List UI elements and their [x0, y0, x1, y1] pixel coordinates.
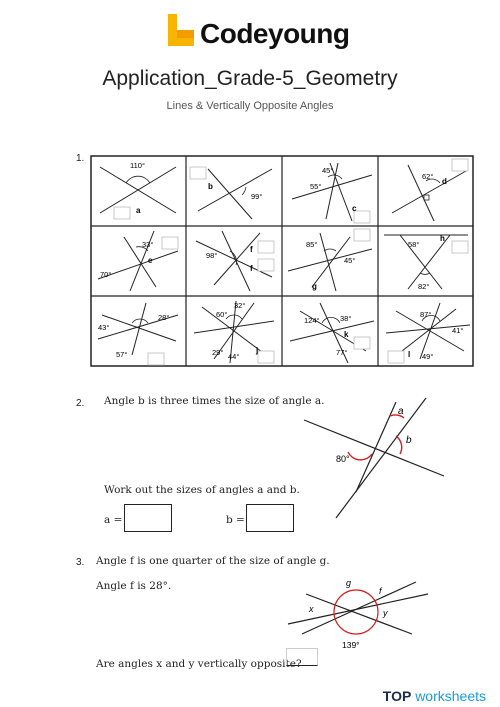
q1-number: 1. — [76, 153, 85, 164]
answer-box[interactable] — [148, 353, 164, 365]
answer-box[interactable] — [354, 229, 370, 241]
svg-text:e: e — [148, 256, 153, 265]
q1-cell-10 — [194, 301, 274, 363]
q1-cell-1 — [100, 161, 176, 219]
q3-given: Angle f is 28°. — [96, 580, 172, 592]
svg-text:b: b — [208, 182, 213, 191]
svg-text:98°: 98° — [206, 251, 218, 260]
q2-answer-b-input[interactable] — [246, 504, 294, 532]
q2-answer-a-label: a = — [104, 514, 123, 526]
svg-text:c: c — [352, 204, 357, 213]
page-subtitle: Lines & Vertically Opposite Angles — [166, 100, 334, 112]
svg-text:38°: 38° — [340, 314, 352, 323]
answer-box[interactable] — [354, 337, 370, 349]
svg-text:45°: 45° — [344, 256, 356, 265]
q1-cell-9 — [98, 303, 178, 365]
q1-cell-4 — [392, 159, 468, 221]
svg-text:49°: 49° — [422, 352, 434, 361]
q1-angle-grid — [90, 155, 474, 367]
svg-text:x: x — [309, 604, 314, 614]
svg-text:44°: 44° — [228, 352, 240, 361]
svg-text:55°: 55° — [310, 182, 322, 191]
svg-text:32°: 32° — [234, 301, 246, 310]
svg-text:a: a — [136, 206, 141, 215]
answer-box[interactable] — [452, 159, 468, 171]
svg-text:99°: 99° — [251, 192, 263, 201]
svg-text:29°: 29° — [212, 348, 224, 357]
answer-box[interactable] — [258, 351, 274, 363]
q2-number: 2. — [76, 398, 85, 409]
svg-text:82°: 82° — [418, 282, 430, 291]
svg-text:d: d — [442, 177, 447, 186]
svg-text:h: h — [440, 234, 445, 243]
svg-text:70°: 70° — [100, 270, 112, 279]
svg-text:a: a — [398, 406, 404, 417]
svg-text:b: b — [406, 435, 412, 446]
brand-name: Codeyoung — [200, 18, 350, 49]
svg-text:85°: 85° — [306, 240, 318, 249]
q1-cell-11 — [290, 303, 374, 363]
svg-text:g: g — [346, 578, 352, 588]
q1-cell-2 — [190, 167, 272, 219]
page-title: Application_Grade-5_Geometry — [102, 67, 398, 90]
svg-text:77°: 77° — [336, 348, 348, 357]
svg-text:33°: 33° — [142, 240, 154, 249]
svg-text:28°: 28° — [158, 313, 170, 322]
q1-cell-7 — [288, 229, 372, 291]
answer-box[interactable] — [452, 241, 468, 253]
q3-answer-input[interactable] — [286, 648, 318, 666]
svg-text:y: y — [383, 608, 388, 618]
svg-text:139°: 139° — [342, 640, 360, 650]
svg-text:41°: 41° — [452, 326, 464, 335]
svg-text:f: f — [250, 264, 253, 273]
answer-box[interactable] — [258, 241, 274, 253]
svg-text:110°: 110° — [130, 161, 145, 170]
q1-cell-3 — [292, 163, 372, 223]
svg-text:l: l — [408, 350, 411, 359]
svg-text:f: f — [250, 245, 253, 254]
answer-box[interactable] — [190, 167, 206, 179]
topworksheets-watermark — [383, 688, 486, 704]
q1-cell-12 — [386, 303, 470, 363]
answer-box[interactable] — [258, 259, 274, 271]
q2-answer-b-label: b = — [226, 514, 245, 526]
q2-text: Angle b is three times the size of angle a. — [104, 395, 325, 407]
svg-text:45°: 45° — [322, 166, 334, 175]
svg-text:g: g — [312, 282, 317, 291]
answer-box[interactable] — [388, 351, 404, 363]
q1-cell-8 — [384, 234, 468, 291]
svg-text:j: j — [256, 346, 259, 355]
codeyoung-logo — [166, 14, 350, 54]
q2-instruction: Work out the sizes of angles a and b. — [104, 484, 300, 496]
q1-cell-6 — [196, 231, 274, 291]
footer-worksheets: worksheets — [415, 688, 486, 704]
svg-text:43°: 43° — [98, 323, 110, 332]
q1-cell-5 — [98, 231, 178, 291]
footer-top: TOP — [382, 688, 412, 704]
q2-answer-a-input[interactable] — [124, 504, 172, 532]
svg-text:80°: 80° — [336, 454, 350, 464]
svg-text:124°: 124° — [304, 316, 320, 325]
q3-diagram — [284, 572, 432, 652]
svg-text:87°: 87° — [420, 310, 432, 319]
svg-text:58°: 58° — [408, 240, 420, 249]
svg-text:f: f — [379, 586, 382, 596]
q3-number: 3. — [76, 557, 85, 568]
logo-icon — [166, 14, 196, 48]
answer-box[interactable] — [162, 237, 178, 249]
q3-question: Are angles x and y vertically opposite? — [96, 658, 302, 670]
answer-box[interactable] — [114, 207, 130, 219]
svg-text:57°: 57° — [116, 350, 128, 359]
svg-text:62°: 62° — [422, 172, 434, 181]
svg-text:60°: 60° — [216, 310, 228, 319]
svg-text:k: k — [344, 330, 349, 339]
q2-diagram — [300, 396, 450, 524]
q3-text: Angle f is one quarter of the size of angle g. — [96, 555, 330, 567]
